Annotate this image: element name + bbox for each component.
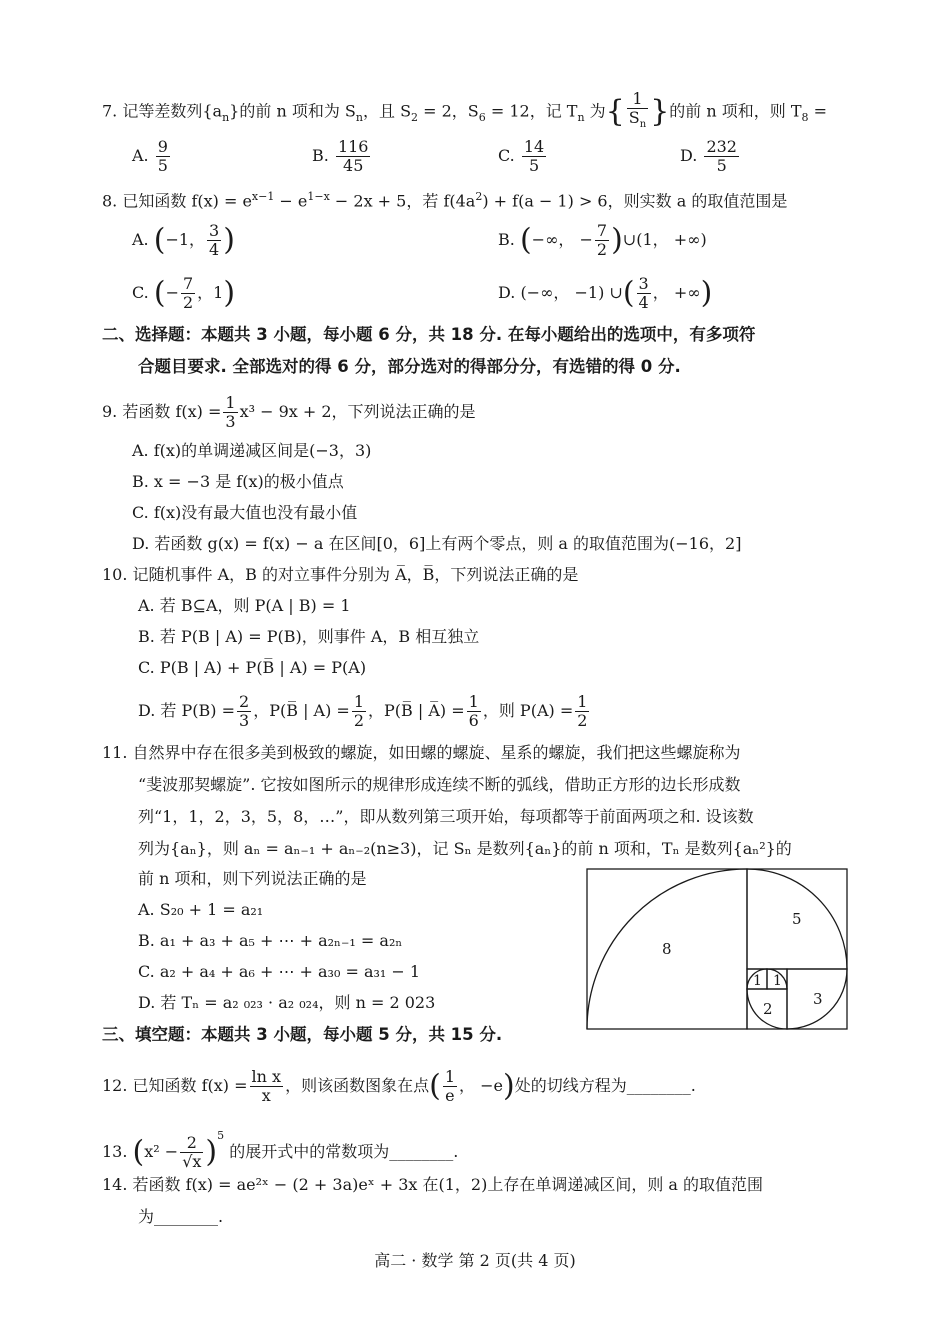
q11-option-a: A. S₂₀ + 1 = a₂₁ xyxy=(138,900,264,919)
section-2-heading-line2: 合题目要求. 全部选对的得 6 分，部分选对的得部分分，有选错的得 0 分. xyxy=(138,357,681,376)
q10-option-b: B. 若 P(B | A) = P(B)，则事件 A，B 相互独立 xyxy=(138,627,480,646)
q7-fraction: $\frac{1}{S_n}$ xyxy=(628,89,647,131)
q11-line2: “斐波那契螺旋”. 它按如图所示的规律形成连续不断的弧线，借助正方形的边长形成数 xyxy=(138,775,741,794)
page-footer: 高二 · 数学 第 2 页(共 4 页) xyxy=(374,1251,576,1270)
q9-option-a: A. f(x)的单调递减区间是(−3，3) xyxy=(132,441,372,460)
q9-option-b: B. x = −3 是 f(x)的极小值点 xyxy=(132,472,344,491)
q9-option-c: C. f(x)没有最大值也没有最小值 xyxy=(132,503,358,522)
q11-option-c: C. a₂ + a₄ + a₆ + ⋯ + a₃₀ = a₃₁ − 1 xyxy=(138,962,421,981)
q7-option-c: C. $\frac{14}{5}$ xyxy=(498,137,545,175)
q11-option-d: D. 若 Tₙ = a₂ ₀₂₃ · a₂ ₀₂₄，则 n = 2 023 xyxy=(138,993,436,1012)
label-3: 3 xyxy=(813,990,823,1008)
q14-line2: 为________. xyxy=(138,1207,224,1226)
q8-option-b: B. (−∞， − $\frac{7}{2}$ )∪(1， +∞) xyxy=(498,221,707,259)
q10-option-a: A. 若 B⊆A，则 P(A | B) = 1 xyxy=(138,596,351,615)
q14-line1: 14. 若函数 f(x) = ae²ˣ − (2 + 3a)eˣ + 3x 在(1，2)上存在单调递减区间，则 a 的取值范围 xyxy=(102,1175,764,1194)
q7-option-d: D. $\frac{232}{5}$ xyxy=(680,137,737,175)
section-2-heading-line1: 二、选择题：本题共 3 小题，每小题 6 分，共 18 分. 在每小题给出的选项中，有多项符 xyxy=(102,325,756,344)
label-1b: 1 xyxy=(773,973,782,989)
label-5: 5 xyxy=(792,910,802,928)
q7-option-a: A. $\frac{9}{5}$ xyxy=(132,137,168,175)
label-8: 8 xyxy=(662,940,672,958)
fibonacci-spiral-figure xyxy=(586,868,852,1032)
q9-option-d: D. 若函数 g(x) = f(x) − a 在区间[0，6]上有两个零点，则 a 的取值范围为(−16，2] xyxy=(132,534,742,553)
section-3-heading: 三、填空题：本题共 3 小题，每小题 5 分，共 15 分. xyxy=(102,1025,503,1044)
q10-option-d: D. 若 P(B) = $\frac{2}{3}$ ，P(B̅ | A) = $\frac{1}{2}$ ，P(B̅ | A̅) = $\frac{1}{6}$ ，则 P(A) = $\frac{1}{2}$ xyxy=(138,692,588,730)
q11-line4: 列为{aₙ}，则 aₙ = aₙ₋₁ + aₙ₋₂(n≥3)，记 Sₙ 是数列{aₙ}的前 n 项和，Tₙ 是数列{aₙ²}的 xyxy=(138,839,792,858)
q11-option-b: B. a₁ + a₃ + a₅ + ⋯ + a₂ₙ₋₁ = a₂ₙ xyxy=(138,931,403,950)
q11-line5: 前 n 项和，则下列说法正确的是 xyxy=(138,869,367,888)
q12-stem: 12. 已知函数 f(x) = $\frac{\text{ln x}}{x}$ ，则该函数图象在点( $\frac{1}{e}$ ， −e)处的切线方程为________. xyxy=(102,1067,696,1105)
q10-stem: 10. 记随机事件 A，B 的对立事件分别为 A̅，B̅，下列说法正确的是 xyxy=(102,565,579,584)
q8-option-c: C. (− $\frac{7}{2}$ ，1) xyxy=(132,274,236,312)
q7-option-b: B. $\frac{116}{45}$ xyxy=(312,137,369,175)
q8-stem: 8. 已知函数 $f(x) = e^{x-1} - e^{1-x} - 2x + 5$，若 $f(4a^2) + f(a - 1) > 6$，则实数 a 的取值范围是 xyxy=(102,190,788,211)
spiral-arc xyxy=(587,869,847,1029)
q7-stem: 7. 记等差数列$\{a_n\}$的前 n 项和为 $S_n$，且 $S_2 = 2$，$S_6 = 12$，记 $T_n$ 为{ $\frac{1}{S_n}$ }的前 n 项和，则 $T_8$ = xyxy=(102,90,827,134)
q11-line3: 列“1，1，2，3，5，8，…”，即从数列第三项开始，每项都等于前面两项之和. 设该数 xyxy=(138,807,754,826)
q8-option-d: D. (−∞， −1) ∪( $\frac{3}{4}$ ， +∞) xyxy=(498,274,713,312)
q8-option-a: A. (−1， $\frac{3}{4}$ ) xyxy=(132,221,235,259)
q9-stem: 9. 若函数 f(x) = $\frac{1}{3}$ x³ − 9x + 2，下列说法正确的是 xyxy=(102,393,476,431)
q11-line1: 11. 自然界中存在很多美到极致的螺旋，如田螺的螺旋、星系的螺旋，我们把这些螺旋称为 xyxy=(102,743,741,762)
label-2: 2 xyxy=(763,1000,773,1018)
q13-stem: 13. (x² − $\frac{2}{√x}$ )$^5$ 的展开式中的常数项为________. xyxy=(102,1129,459,1171)
q10-option-c: C. P(B | A) + P(B̅ | A) = P(A) xyxy=(138,658,367,677)
label-1a: 1 xyxy=(753,973,762,989)
